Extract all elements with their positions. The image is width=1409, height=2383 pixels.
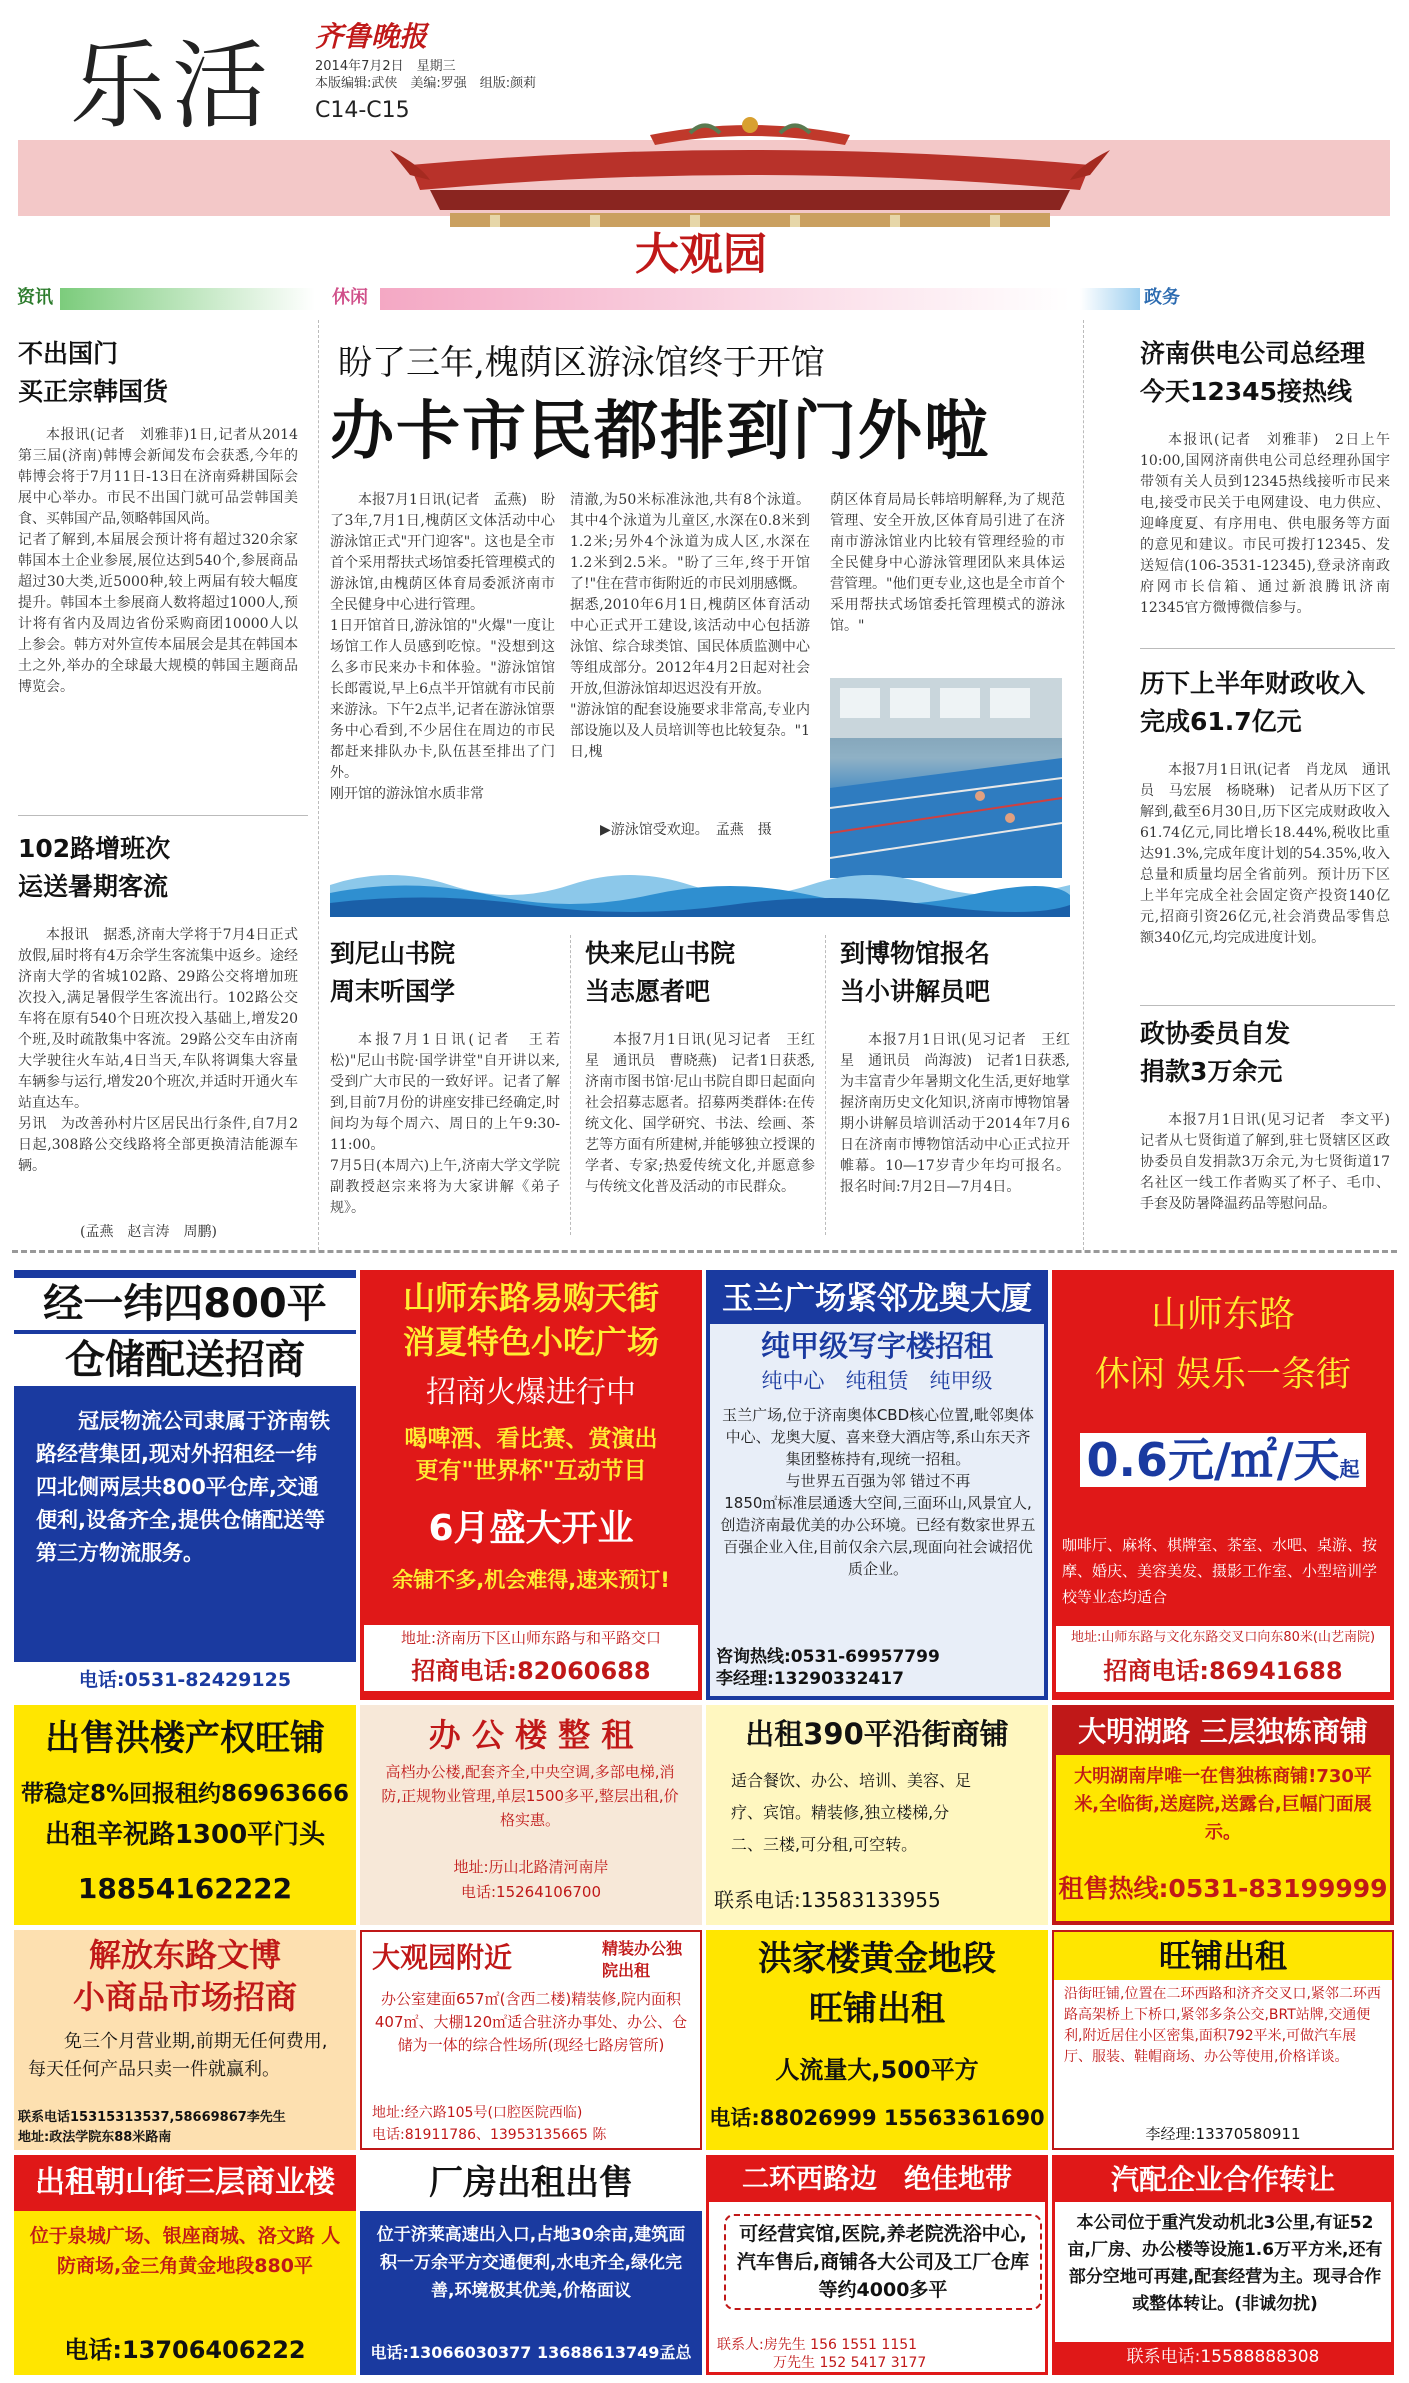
ad-warehouse: 经一纬四800平 仓储配送招商 冠辰物流公司隶属于济南铁路经营集团,现对外招租经一纬四北侧两层共800平仓库,交通便利,设备齐全,提供仓储配送等第三方物流服务。 电话:0531-82429125 (14, 1270, 356, 1700)
section-bar-left (60, 288, 315, 310)
ad-auto-parts-transfer: 汽配企业合作转让 本公司位于重汽发动机北3公里,有证52亩,厂房、办公楼等设施1.6万平方米,还有部分空地可再建,配套经营为主。现寻合作或整体转让。(非诚勿扰) 联系电话:15588888308 (1052, 2155, 1394, 2375)
article-body: 本报7月1日讯(见习记者 李文平) 记者从七贤街道了解到,驻七贤辖区区政协委员自发捐款3万余元,为七贤街道17名社区一线工作者购买了杯子、毛巾、手套及防暑降温药品等慰问品。 (1140, 1112, 1404, 1212)
ad-factory-sale: 厂房出租出售 位于济莱高速出入口,占地30余亩,建筑面积一万余平方交通便利,水电齐全,绿化完善,环境极其优美,价格面议 电话:13066030377 13688613749孟总 (360, 2155, 702, 2375)
water-splash-divider (330, 855, 1070, 917)
ad-chaoshan-street: 出租朝山街三层商业楼 位于泉城广场、银座商城、洛文路 人防商场,金三角黄金地段880平 电话:13706406222 (14, 2155, 356, 2375)
ad-daming-lake-shop: 大明湖路 三层独栋商铺 大明湖南岸唯一在售独栋商铺!730平米,全临街,送庭院,送露台,巨幅门面展示。 租售热线:0531-83199999 (1052, 1705, 1394, 1925)
section-header-right (1142, 284, 1394, 312)
ad-hongjialou-shop: 洪家楼黄金地段 旺铺出租 人流量大,500平方 电话:88026999 15563361690 (706, 1930, 1048, 2150)
issue-meta (315, 58, 536, 92)
section-label-right: 政务 (1144, 287, 1180, 308)
section-bar-right (1080, 288, 1140, 310)
ad-price: 0.6元/㎡/天起 (1052, 1430, 1394, 1499)
column-divider (570, 935, 571, 1235)
ad-jiefang-market: 解放东路文博 小商品市场招商 免三个月营业期,前期无任何费用,每天任何产品只卖一件就赢利。 联系电话15315313537,58669867李先生 地址:政法学院东88米路南 (14, 1930, 356, 2150)
ad-leisure-street: 山师东路 休闲 娱乐一条街 0.6元/㎡/天起 咖啡厅、麻将、棋牌室、茶室、水吧、桌游、按摩、婚庆、美容美发、摄影工作室、小型培训学校等业态均适合 地址:山师东路与文化东路交叉口向东80米(山艺南院) 招商电话:86941688 (1052, 1270, 1394, 1700)
ad-office-tower: 玉兰广场紧邻龙奥大厦 纯甲级写字楼招租 纯中心 纯租赁 纯甲级 玉兰广场,位于济南奥体CBD核心位置,毗邻奥体中心、龙奥大厦、喜来登大酒店等,系山东天齐集团整栋持有,现统一招租。 与世界五百强为邻 错过不再 1850㎡标准层通透大空间,三面环山,风景宜人,创造济南最优美的办公环境。已经有数家世界五百强企业入住,目前仅余六层,现面向社会诚招优质企业。 咨询热线:0531-69957799 李经理:13290332417 (706, 1270, 1048, 1700)
ad-snack-plaza: 山师东路易购天街 消夏特色小吃广场 招商火爆进行中 喝啤酒、看比赛、赏演出 更有"世界杯"互动节目 6月盛大开业 余铺不多,机会难得,速来预订! 地址:济南历下区山师东路与和平路交口 招商电话:82060688 (360, 1270, 702, 1700)
ad-honglou-shop: 出售洪楼产权旺铺 带稳定8%回报租约86963666 出租辛祝路1300平门头 18854162222 (14, 1705, 356, 1925)
article-body: 本报7月1日讯(见习记者 王红星 通讯员 尚海波) 记者1日获悉,为丰富青少年暑期文化生活,更好地掌握济南历史文化知识,济南市博物馆暑期小讲解员培训活动于2014年7月6日在济南市博物馆活动中心正式拉开帷幕。10—17岁青少年均可报名。报名时间:7月2日—7月4日。 (840, 1032, 1070, 1195)
article-body: 本报讯(记者 刘雅菲) 2日上午10:00,国网济南供电公司总经理孙国宇带领有关人员到12345热线接听市民来电,接受市民关于电网建设、电力供应、迎峰度夏、有序用电、供电服务等方面的意见和建议。市民可拨打12345、发送短信(106-3531-12345),登录济南政府网市长信箱、通过新浪腾讯济南12345官方微博微信参与。 (1140, 432, 1390, 616)
photo-caption: ▶游泳馆受欢迎。 孟燕 摄 (600, 822, 772, 838)
article-credit: (孟燕 赵言涛 周鹏) (80, 1224, 217, 1240)
article-headline: 不出国门 买正宗韩国货 (18, 339, 169, 406)
ad-shop-rental: 旺铺出租 沿街旺铺,位置在二环西路和济齐交叉口,紧邻二环西路高架桥上下桥口,紧邻多条公交,BRT站牌,交通便利,附近居住小区密集,面积792平米,可做汽车展厅、服装、鞋帽商场、办公等使用,价格详谈。 李经理:13370580911 (1052, 1930, 1394, 2150)
article-headline: 历下上半年财政收入 完成61.7亿元 (1140, 669, 1366, 736)
article-headline: 快来尼山书院 当志愿者吧 (585, 939, 736, 1006)
column-logo: 大观园 (635, 229, 767, 280)
article-kicker: 盼了三年,槐荫区游泳馆终于开馆 (338, 343, 825, 383)
article-divider (18, 815, 308, 816)
article-divider (1140, 648, 1395, 649)
article-body: 本报7月1日讯(记者 肖龙凤 通讯员 马宏展 杨晓琳) 记者从历下区了解到,截至6月30日,历下区完成财政收入61.74亿元,同比增长18.44%,税收比重达91.3%,完成年度计划的54.35%,收入总量和质量均居全省前列。预计历下区上半年完成全社会固定资产投资140亿元,招商引资26亿元,社会消费品零售总额340亿元,均完成进度计划。 (1140, 762, 1390, 946)
article-body: 本报7月1日讯(记者 王若松)"尼山书院·国学讲堂"自开讲以来,受到广大市民的一致好评。记者了解到,目前7月份的讲座安排已经确定,时间均为每个周六、周日的上午9:30-11:00。 7月5日(本周六)上午,济南大学文学院副教授赵宗来将为大家讲解《弟子规》。 (330, 1032, 560, 1216)
article-headline: 102路增班次 运送暑期客流 (18, 834, 171, 901)
article-headline: 到博物馆报名 当小讲解员吧 (840, 939, 991, 1006)
article-divider (1140, 1005, 1395, 1006)
section-title: 乐活 (70, 30, 274, 142)
article-body: 本报7月1日讯(见习记者 王红星 通讯员 曹晓燕) 记者1日获悉,济南市图书馆·尼山书院自即日起面向社会招募志愿者。招募两类群体:在传统文化、国学研究、书法、绘画、茶艺等方面有所建树,并能够独立授课的学者、专家;热爱传统文化,并愿意参与传统文化普及活动的市民群众。 (585, 1032, 815, 1195)
pool-photo-graphic (830, 678, 1062, 878)
issue-date: 2014年7月2日 星期三 (315, 59, 456, 74)
page-numbers: C14-C15 (315, 98, 410, 123)
ad-daguanyuan-courtyard: 大观园附近 精装办公独院出租 办公室建面657㎡(含西二楼)精装修,院内面积407㎡、大棚120㎡适合驻济办事处、办公、仓储为一体的综合性场所(现经七路房管所) 地址:经六路105号(口腔医院西临) 电话:81911786、13953135665 陈 (360, 1930, 702, 2150)
section-label-left: 资讯 (17, 287, 53, 308)
article-body: 清澈,为50米标准泳池,共有8个泳道。其中4个泳道为儿童区,水深在0.8米到1.2米;另外4个泳道为成人区,水深在1.2米到2.5米。"盼了三年,终于开馆了!"住在营市街附近的市民刘朋感慨。 据悉,2010年6月1日,槐荫区体育活动中心正式开工建设,该活动中心包括游泳馆、综合球类馆、国民体质监测中心等组成部分。2012年4月2日起对社会开放,但游泳馆却迟迟没有开放。 "游泳馆的配套设施要求非常高,专业内部设施以及人员培训等也比较复杂。"1日,槐 (570, 492, 810, 760)
section-label-center: 休闲 (332, 287, 368, 308)
article-headline: 到尼山书院 周末听国学 (330, 939, 456, 1006)
article-body: 本报讯(记者 刘雅菲)1日,记者从2014第三届(济南)韩博会新闻发布会获悉,今年的韩博会将于7月11日-13日在济南舜耕国际会展中心举办。市民不出国门就可品尝韩国美食、买韩国产品,领略韩国风尚。 记者了解到,本届展会预计将有超过320余家韩国本土企业参展,展位达到540个,参展商品超过30大类,近5000种,较上两届有较大幅度提升。韩国本土参展商人数将超过1000人,预计将有省内及周边省份采购商团10000人以上参会。韩方对外宣传本届展会是其在韩国本土之外,举办的全球最大规模的韩国主题商品博览会。 (18, 427, 298, 695)
article-body: 本报7月1日讯(记者 孟燕) 盼了3年,7月1日,槐荫区文体活动中心游泳馆正式"开门迎客"。这也是全市首个采用帮扶式场馆委托管理模式的游泳馆,由槐荫区体育局委派济南市全民健身中心进行管理。 1日开馆首日,游泳馆的"火爆"一度让场馆工作人员感到吃惊。"没想到这么多市民来办卡和体验。"游泳馆馆长郎霞说,早上6点半开馆就有市民前来游泳。下午2点半,记者在游泳馆票务中心看到,不少居住在周边的市民都赶来排队办卡,队伍甚至排出了门外。 刚开馆的游泳馆水质非常 (330, 492, 555, 802)
article-headline-main: 办卡市民都排到门外啦 (330, 395, 990, 469)
swimming-pool-photo (830, 678, 1062, 878)
column-divider (1083, 320, 1084, 1250)
issue-editors: 本版编辑:武侠 美编:罗强 组版:颜莉 (315, 76, 537, 91)
ads-separator (12, 1250, 1397, 1253)
ad-west-ring-road: 二环西路边 绝佳地带 可经营宾馆,医院,养老院洗浴中心,汽车售后,商铺各大公司及工厂仓库等约4000多平 联系人:房先生 156 1551 1151 万先生 152 5417 3177 (706, 2155, 1048, 2375)
ad-street-shop-390: 出租390平沿街商铺 适合餐饮、办公、培训、美容、足疗、宾馆。精装修,独立楼梯,分二、三楼,可分租,可空转。 联系电话:13583133955 (706, 1705, 1048, 1925)
article-headline: 济南供电公司总经理 今天12345接热线 (1140, 339, 1366, 406)
article-headline: 政协委员自发 捐款3万余元 (1140, 1019, 1291, 1086)
column-divider (318, 320, 319, 1250)
article-body: 荫区体育局局长韩培明解释,为了规范管理、安全开放,区体育局引进了在济南市游泳馆业内比较有管理经验的市全民健身中心游泳管理团队来具体运营管理。"他们更专业,这也是全市首个采用帮扶式场馆委托管理模式的游泳馆。" (830, 492, 1065, 634)
ad-office-building: 办 公 楼 整 租 高档办公楼,配套齐全,中央空调,多部电梯,消防,正规物业管理,单层1500多平,整层出租,价格实惠。 地址:历山北路清河南岸 电话:15264106700 (360, 1705, 702, 1925)
article-body: 本报讯 据悉,济南大学将于7月4日正式放假,届时将有4万余学生客流集中返乡。途经济南大学的省城102路、29路公交将增加班次投入,满足暑假学生客流出行。102路公交车将在原有540个日班次投入基础上,增发20个班,及时疏散集中客流。29路公交车由济南大学驶往火车站,4日当天,车队将调集大容量车辆参与运行,增发20个班次,并适时开通火车站直达车。 另讯 为改善孙村片区居民出行条件,自7月2日起,308路公交线路将全部更换清洁能源车辆。 (18, 927, 298, 1174)
photo-credit: 孟燕 摄 (715, 822, 772, 838)
section-bar-center (380, 288, 1070, 310)
column-divider (825, 935, 826, 1235)
newspaper-name: 齐鲁晚报 (315, 20, 428, 53)
